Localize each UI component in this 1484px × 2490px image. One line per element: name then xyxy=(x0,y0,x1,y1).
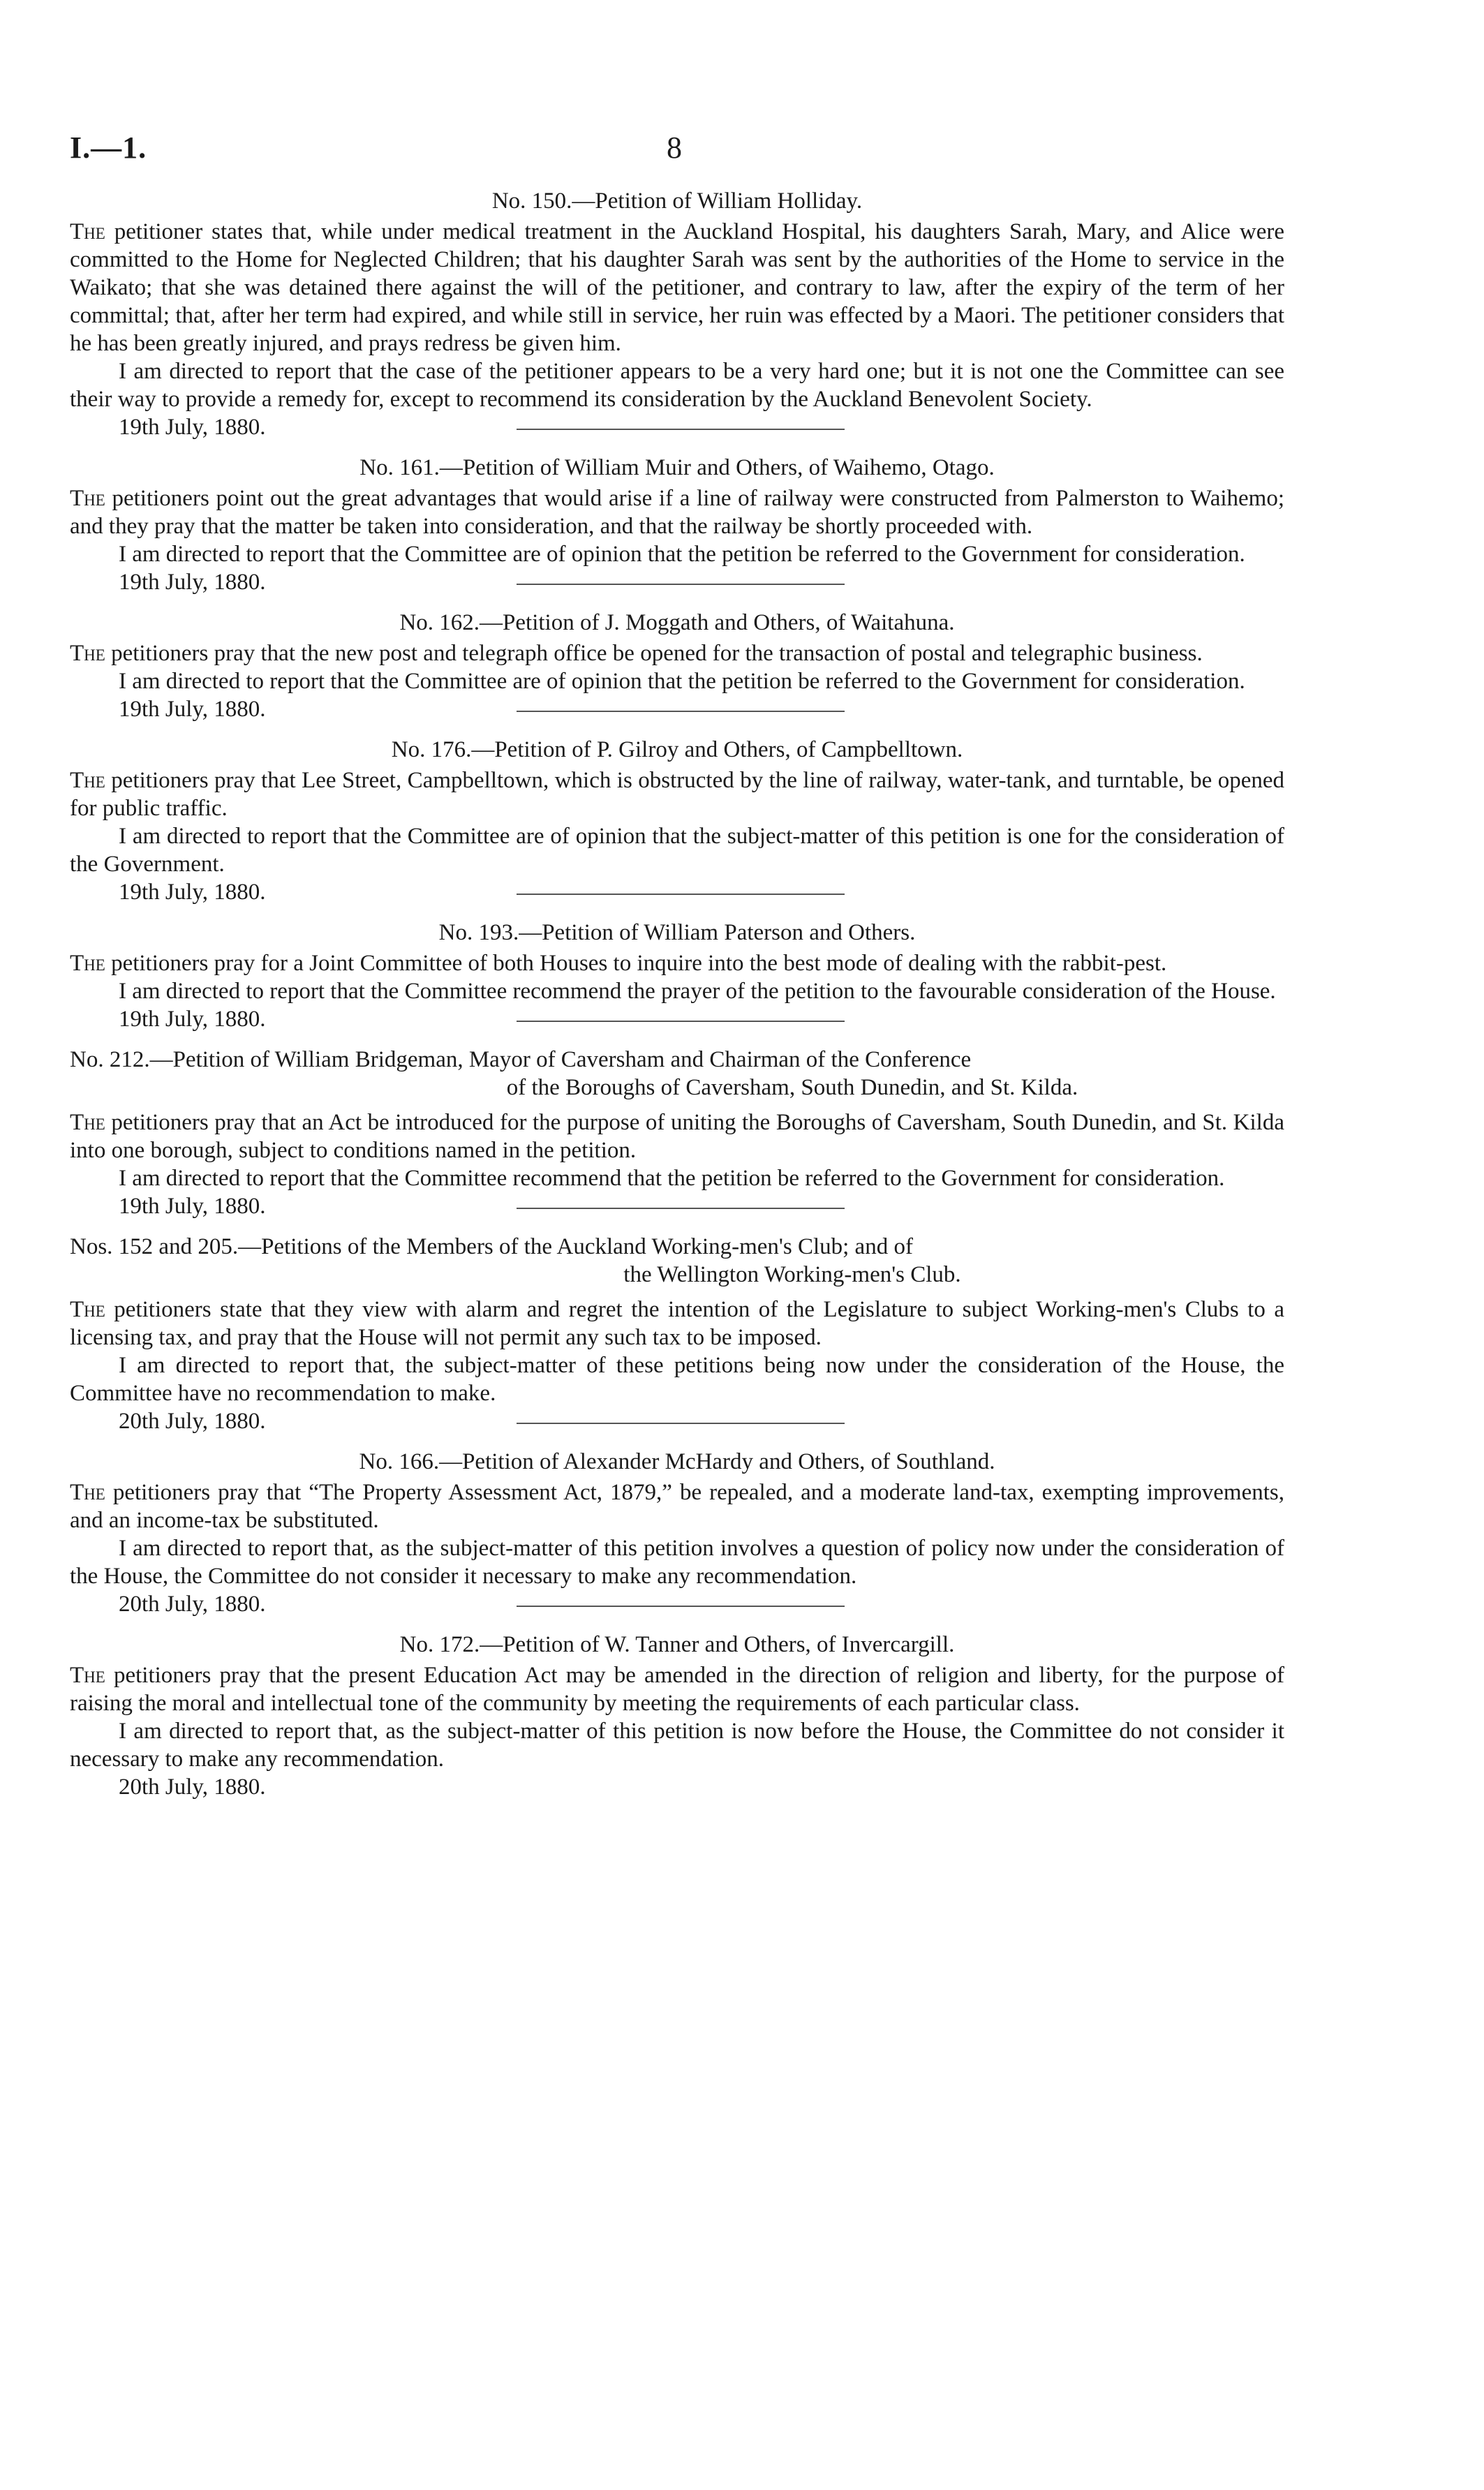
report-date: 19th July, 1880. xyxy=(119,1007,266,1032)
petition-heading xyxy=(70,1046,1284,1102)
lead-word: The xyxy=(70,1663,105,1688)
report-date-line xyxy=(70,1192,1284,1220)
petition-entry xyxy=(70,609,1284,723)
summary-text: petitioners pray that the new post and telegraph office be opened for the transaction of postal and telegraphic business. xyxy=(105,641,1203,666)
section-rule xyxy=(517,711,845,712)
petition-summary xyxy=(70,639,1284,667)
petition-entry xyxy=(70,919,1284,1033)
lead-word: The xyxy=(70,486,105,511)
summary-text: petitioners pray that “The Property Assessment Act, 1879,” be repealed, and a moderate land-tax, exempting improvements, and an income-tax be substituted. xyxy=(70,1480,1284,1533)
petition-summary xyxy=(70,484,1284,540)
summary-text: petitioners pray that Lee Street, Campbelltown, which is obstructed by the line of railway, water-tank, and turntable, be opened for public traffic. xyxy=(70,768,1284,821)
lead-word: The xyxy=(70,768,105,793)
petition-summary xyxy=(70,1661,1284,1717)
report-date-line xyxy=(70,1590,1284,1618)
report-date-line xyxy=(70,1407,1284,1435)
page-number: 8 xyxy=(667,131,682,165)
petition-heading: No. 166.—Petition of Alexander McHardy and Others, of Southland. xyxy=(359,1449,995,1474)
petition-heading: No. 176.—Petition of P. Gilroy and Others, of Campbelltown. xyxy=(391,737,963,762)
document-page xyxy=(70,0,1284,2490)
petition-entry xyxy=(70,1448,1284,1618)
lead-word: The xyxy=(70,1297,105,1322)
report-date: 19th July, 1880. xyxy=(119,1194,266,1219)
paper-reference: I.—1. xyxy=(70,131,147,165)
petition-entry xyxy=(70,454,1284,596)
petition-summary xyxy=(70,766,1284,822)
committee-report: I am directed to report that, the subject-matter of these petitions being now under the consideration of the House, the Committee have no recommendation to make. xyxy=(70,1353,1284,1406)
report-date: 20th July, 1880. xyxy=(119,1409,266,1434)
petition-heading: No. 150.—Petition of William Holliday. xyxy=(491,188,863,214)
committee-report: I am directed to report that the Committee recommend that the petition be referred to the Government for consideration. xyxy=(119,1166,1225,1191)
summary-text: petitioners point out the great advantages that would arise if a line of railway were constructed from Palmerston to Waihemo; and they pray that the matter be taken into consideration, and that the railway be shortly proceeded with. xyxy=(70,486,1284,539)
report-date-line xyxy=(70,413,1284,441)
report-date: 19th July, 1880. xyxy=(119,880,266,905)
petition-summary xyxy=(70,1109,1284,1164)
summary-text: petitioners pray for a Joint Committee of both Houses to inquire into the best mode of dealing with the rabbit-pest. xyxy=(105,951,1167,976)
report-date: 19th July, 1880. xyxy=(119,415,266,440)
committee-report: I am directed to report that the Committee are of opinion that the subject-matter of this petition is one for the consideration of the Government. xyxy=(70,824,1284,877)
report-date: 19th July, 1880. xyxy=(119,697,266,722)
petitions-list xyxy=(70,187,1284,1814)
lead-word: The xyxy=(70,1110,105,1135)
petition-summary xyxy=(70,1479,1284,1534)
committee-report: I am directed to report that the Committee recommend the prayer of the petition to the favourable consideration of the House. xyxy=(119,979,1276,1004)
committee-report: I am directed to report that the Committee are of opinion that the petition be referred to the Government for consideration. xyxy=(119,542,1245,567)
petition-heading xyxy=(70,1233,1284,1289)
petition-entry xyxy=(70,736,1284,906)
section-rule xyxy=(517,1606,845,1607)
summary-text: petitioner states that, while under medical treatment in the Auckland Hospital, his daughters Sarah, Mary, and Alice were committed to the Home for Neglected Children; that his daughter Sarah was sent by the authorities of the Home to service in the Waikato; that she was detained there against the will of the petitioner, and contrary to law, after the expiry of the term of her committal; that, after her term had expired, and while still in service, her ruin was effected by a Maori. The petitioner considers that he has been greatly injured, and prays redress be given him. xyxy=(70,219,1284,356)
heading-continuation: of the Boroughs of Caversham, South Dunedin, and St. Kilda. xyxy=(506,1075,1078,1100)
committee-report: I am directed to report that, as the subject-matter of this petition is now before the House, the Committee do not consider it necessary to make any recommendation. xyxy=(70,1719,1284,1772)
heading-continuation: the Wellington Working-men's Club. xyxy=(623,1262,961,1287)
petition-heading: No. 161.—Petition of William Muir and Others, of Waihemo, Otago. xyxy=(359,455,995,480)
section-rule xyxy=(517,429,845,430)
summary-text: petitioners state that they view with alarm and regret the intention of the Legislature to subject Working-men's Clubs to a licensing tax, and pray that the House will not permit any such tax to be imposed. xyxy=(70,1297,1284,1350)
summary-text: petitioners pray that an Act be introduced for the purpose of uniting the Boroughs of Caversham, South Dunedin, and St. Kilda into one borough, subject to conditions named in the petition. xyxy=(70,1110,1284,1163)
petition-heading: No. 193.—Petition of William Paterson and Others. xyxy=(438,920,916,945)
report-date-line xyxy=(70,1773,1284,1801)
petition-heading: No. 172.—Petition of W. Tanner and Others, of Invercargill. xyxy=(399,1632,955,1657)
petition-summary xyxy=(70,218,1284,357)
heading-line: Nos. 152 and 205.—Petitions of the Members of the Auckland Working-men's Club; and of xyxy=(70,1234,913,1259)
report-date: 20th July, 1880. xyxy=(119,1774,266,1800)
report-date-line xyxy=(70,695,1284,723)
report-date: 19th July, 1880. xyxy=(119,570,266,595)
report-date-line xyxy=(70,878,1284,906)
committee-report: I am directed to report that, as the subject-matter of this petition involves a question of policy now under the consideration of the House, the Committee do not consider it necessary to make any recommendation. xyxy=(70,1536,1284,1589)
section-rule xyxy=(517,1208,845,1209)
section-rule xyxy=(517,1021,845,1022)
petition-summary xyxy=(70,949,1284,977)
heading-line: No. 212.—Petition of William Bridgeman, Mayor of Caversham and Chairman of the Conference xyxy=(70,1047,972,1072)
petition-entry xyxy=(70,1233,1284,1435)
petition-heading: No. 162.—Petition of J. Moggath and Others, of Waitahuna. xyxy=(399,610,955,635)
petition-entry xyxy=(70,1046,1284,1220)
committee-report: I am directed to report that the Committee are of opinion that the petition be referred to the Government for consideration. xyxy=(119,669,1245,694)
report-date-line xyxy=(70,1005,1284,1033)
section-rule xyxy=(517,894,845,895)
petition-entry xyxy=(70,1631,1284,1801)
lead-word: The xyxy=(70,641,105,666)
petition-entry xyxy=(70,187,1284,441)
committee-report: I am directed to report that the case of the petitioner appears to be a very hard one; but it is not one the Committee can see their way to provide a remedy for, except to recommend its consideration by the Auckland Benevolent Society. xyxy=(70,359,1284,412)
summary-text: petitioners pray that the present Education Act may be amended in the direction of religion and liberty, for the purpose of raising the moral and intellectual tone of the community by meeting the requirements of each particular class. xyxy=(70,1663,1284,1716)
report-date-line xyxy=(70,568,1284,596)
lead-word: The xyxy=(70,951,105,976)
lead-word: The xyxy=(70,219,105,244)
section-rule xyxy=(517,584,845,585)
lead-word: The xyxy=(70,1480,105,1505)
section-rule xyxy=(517,1423,845,1424)
report-date: 20th July, 1880. xyxy=(119,1592,266,1617)
petition-summary xyxy=(70,1296,1284,1351)
